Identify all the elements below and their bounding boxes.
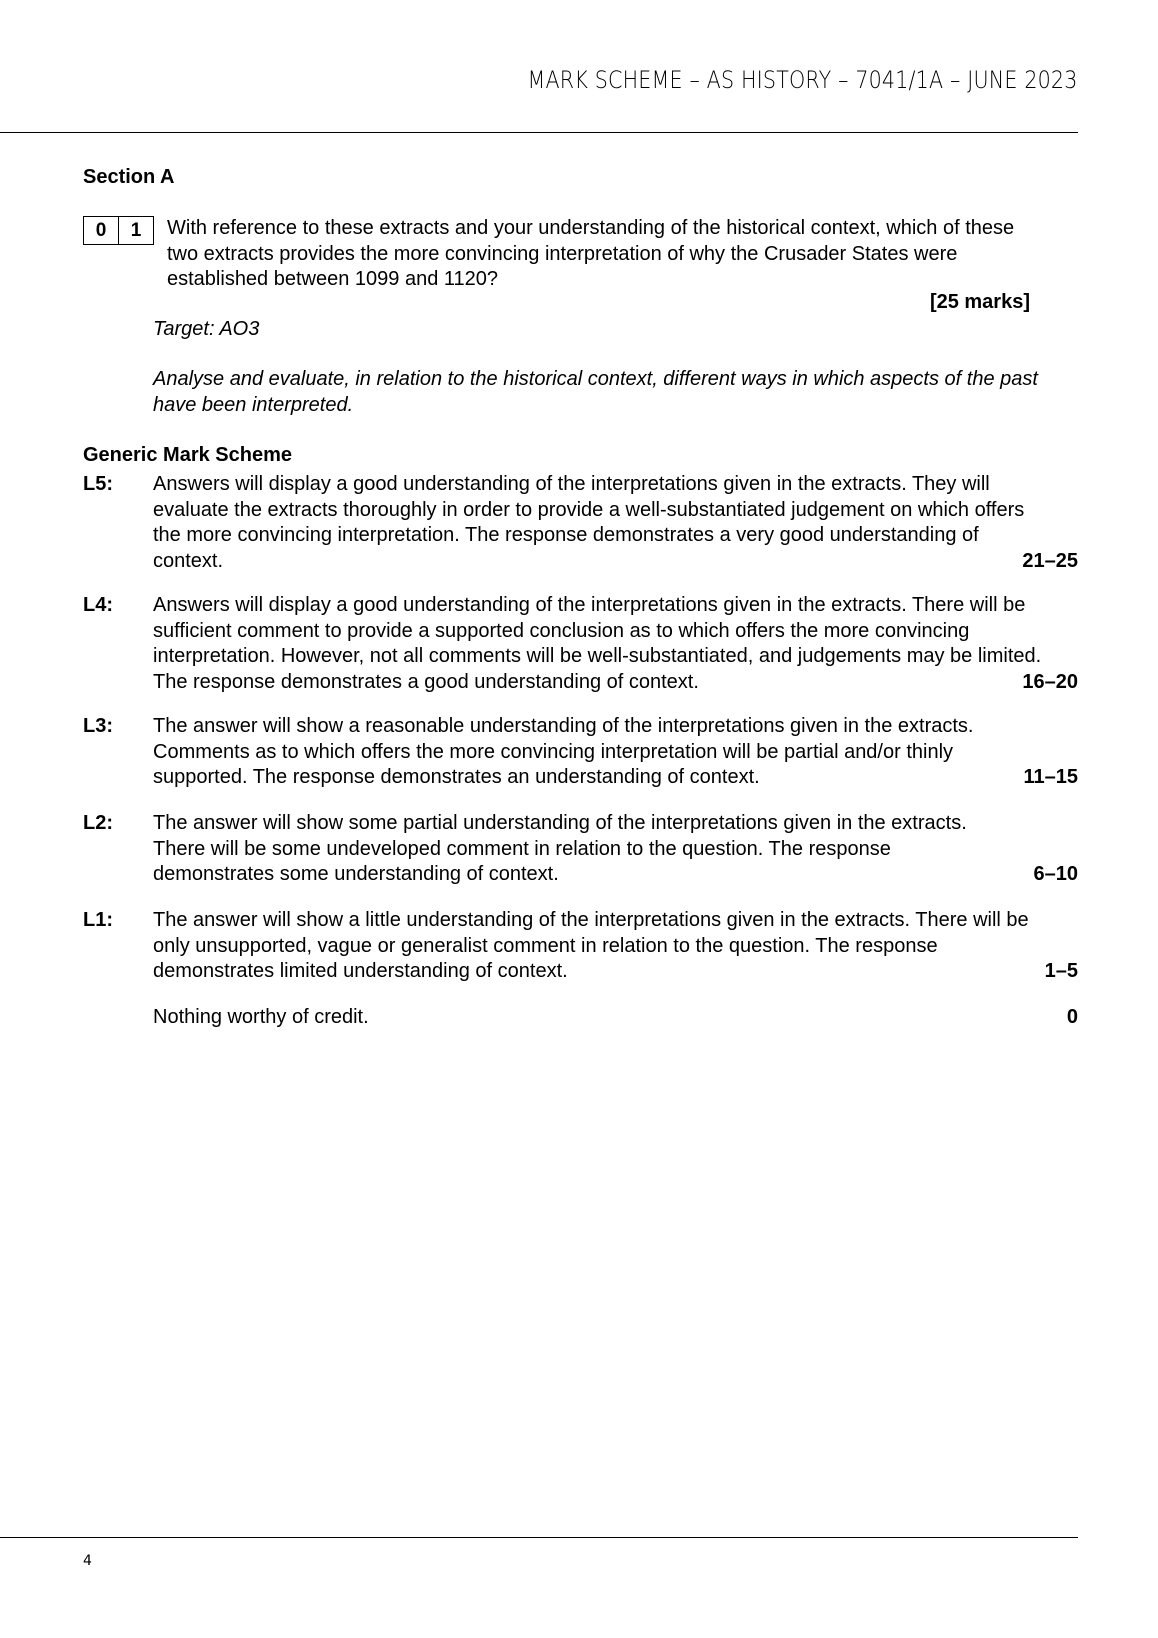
level-label: L5: xyxy=(83,473,113,495)
level-row-zero xyxy=(83,1005,1078,1031)
question-number-box xyxy=(83,216,154,245)
page-number: 4 xyxy=(83,1553,92,1569)
level-description: Nothing worthy of credit. xyxy=(153,1006,369,1028)
assessment-objective-description: Analyse and evaluate, in relation to the historical context, different ways in which aspects of the past have been interpreted. xyxy=(153,368,1038,416)
level-description: The answer will show some partial understanding of the interpretations given in the extracts. There will be some undeveloped comment in relation to the question. The response demonstrates some understanding of context. xyxy=(153,812,967,885)
level-description: Answers will display a good understanding of the interpretations given in the extracts. There will be sufficient comment to provide a supported conclusion as to which offers the more convincing interpretation. However, not all comments will be well-substantiated, and judgements may be limited. The response demonstrates a good understanding of context. xyxy=(153,594,1042,693)
level-description: The answer will show a reasonable understanding of the interpretations given in the extracts. Comments as to which offers the more convincing interpretation will be partial and/or thinly supported. The response demonstrates an understanding of context. xyxy=(153,715,974,788)
level-mark-range: 0 xyxy=(1066,1006,1078,1028)
level-mark-range: 6–10 xyxy=(1033,863,1078,885)
level-label: L4: xyxy=(83,594,113,616)
level-label: L1: xyxy=(83,909,113,931)
level-mark-range: 16–20 xyxy=(1022,670,1078,693)
level-description: The answer will show a little understanding of the interpretations given in the extracts. There will be only unsupported, vague or generalist comment in relation to the question. The response demonstrates limited understanding of context. xyxy=(153,909,1029,982)
level-row-l2 xyxy=(83,811,1078,888)
question-number-digit: 1 xyxy=(118,217,153,244)
footer-divider xyxy=(0,1537,1078,1538)
level-mark-range: 21–25 xyxy=(1022,549,1078,572)
question-number-digit: 0 xyxy=(95,220,107,241)
section-title: Section A xyxy=(83,166,175,188)
question-text: With reference to these extracts and your understanding of the historical context, which of these two extracts provides the more convincing interpretation of why the Crusader States were established between 1099 and 1120? xyxy=(167,217,1015,290)
generic-mark-scheme-title: Generic Mark Scheme xyxy=(83,444,292,466)
level-row-l4 xyxy=(83,593,1078,695)
header-divider xyxy=(0,132,1078,133)
level-label: L3: xyxy=(83,715,113,737)
level-row-l3 xyxy=(83,714,1078,791)
level-row-l5 xyxy=(83,472,1078,574)
question-marks: [25 marks] xyxy=(929,291,1030,313)
level-row-l1 xyxy=(83,908,1078,985)
level-description: Answers will display a good understanding of the interpretations given in the extracts. They will evaluate the extracts thoroughly in order to provide a well-substantiated judgement on which offers the more convincing interpretation. The response demonstrates a very good understanding of context. xyxy=(153,473,1025,572)
level-label: L2: xyxy=(83,812,113,834)
running-header: MARK SCHEME – AS HISTORY – 7041/1A – JUNE 2023 xyxy=(528,66,1078,94)
assessment-target: Target: AO3 xyxy=(153,318,260,340)
level-mark-range: 1–5 xyxy=(1044,960,1078,982)
level-mark-range: 11–15 xyxy=(1023,766,1078,788)
